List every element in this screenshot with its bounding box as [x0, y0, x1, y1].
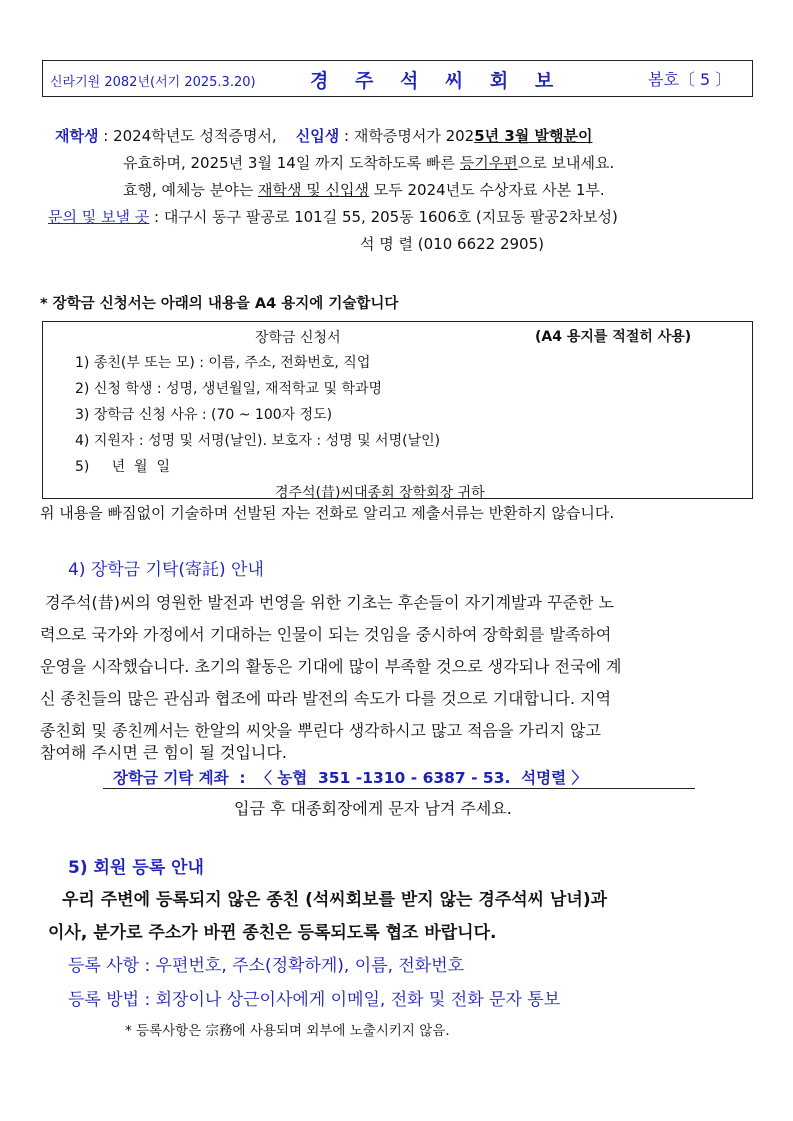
registration-footnote: * 등록사항은 宗務에 사용되며 외부에 노출시키지 않음.: [125, 1023, 450, 1039]
notice-line-3a: 효행, 예체능 분야는: [123, 181, 258, 199]
section4-line: 참여해 주시면 큰 힘이 될 것입니다.: [40, 743, 287, 762]
form-item: 1) 종친(부 또는 모) : 이름, 주소, 전화번호, 직업: [75, 355, 371, 371]
section4-line: 경주석(昔)씨의 영원한 발전과 번영을 위한 기초는 후손들이 자기계발과 꾸준한 노: [40, 593, 614, 612]
registration-method: 등록 방법 : 회장이나 상근이사에게 이메일, 전화 및 전화 문자 통보: [68, 990, 561, 1010]
account-underline: [103, 788, 695, 789]
section4-heading: 4) 장학금 기탁(寄託) 안내: [68, 560, 264, 580]
section4-line: 력으로 국가와 가정에서 기대하는 인물이 되는 것임을 중시하여 장학회를 발족하여: [40, 625, 612, 644]
issue-date: 신라기원 2082년(서기 2025.3.20): [50, 75, 256, 90]
contact-name: 석 명 렬 (010 6622 2905): [360, 235, 544, 253]
issue-number: 봄호〔 5 〕: [648, 70, 732, 89]
section4-line: 신 종친들의 많은 관심과 협조에 따라 발전의 속도가 다를 것으로 기대합니다. 지역: [40, 689, 612, 708]
form-item: 2) 신청 학생 : 성명, 생년월일, 재적학교 및 학과명: [75, 381, 383, 397]
form-title: 장학금 신청서: [255, 330, 341, 346]
freshman-bold: 5년 3월 발행분이: [474, 127, 593, 145]
deposit-note: 입금 후 대종회장에게 문자 남겨 주세요.: [234, 799, 512, 818]
form-item: 3) 장학금 신청 사유 : (70 ~ 100자 정도): [75, 407, 333, 423]
freshman-text: : 재학증명서가 202: [339, 127, 475, 145]
contact-address: : 대구시 동구 팔공로 101길 55, 205동 1606호 (지묘동 팔공2차보성): [149, 208, 618, 226]
form-after-note: 위 내용을 빠짐없이 기술하며 선발된 자는 전화로 알리고 제출서류는 반환하지 않습니다.: [40, 504, 615, 522]
section4-line: 종친회 및 종친께서는 한알의 씨앗을 뿌린다 생각하시고 많고 적음을 가리지 않고: [40, 721, 601, 740]
notice-line-1: [55, 125, 592, 146]
section5-line1: 우리 주변에 등록되지 않은 종친 (석씨회보를 받지 않는 경주석씨 남녀)과: [62, 890, 608, 910]
account-info: 장학금 기탁 계좌 : 〈 농협 351 -1310 - 6387 - 53. 석명렬 〉: [113, 769, 588, 787]
contact-label: 문의 및 보낼 곳: [48, 208, 150, 226]
freshman-label: 신입생: [295, 127, 340, 145]
notice-line-3u: 재학생 및 신입생: [258, 181, 369, 199]
enrolled-label: 재학생: [55, 127, 99, 145]
contact-line: [48, 206, 618, 227]
form-footer: 경주석(昔)씨대종회 장학회장 귀하: [275, 485, 485, 501]
notice-line-3b: 모두 2024년도 수상자료 사본 1부.: [368, 181, 605, 199]
notice-line-2a: 유효하며, 2025년 3월 14일 까지 도착하도록 빠른: [123, 154, 460, 172]
notice-line-2: [123, 152, 614, 173]
form-item: 4) 지원자 : 성명 및 서명(날인). 보호자 : 성명 및 서명(날인): [75, 433, 441, 449]
section5-line2: 이사, 분가로 주소가 바뀐 종친은 등록되도록 협조 바랍니다.: [48, 923, 497, 943]
enrolled-text: : 2024학년도 성적증명서,: [98, 127, 277, 145]
section5-heading: 5) 회원 등록 안내: [68, 858, 204, 878]
section4-line: 운영을 시작했습니다. 초기의 활동은 기대에 많이 부족할 것으로 생각되나 전국에 계: [40, 657, 622, 676]
notice-line-3: [123, 179, 605, 200]
registered-mail: 등기우편: [459, 154, 518, 172]
notice-line-2b: 으로 보내세요.: [517, 154, 615, 172]
form-intro: * 장학금 신청서는 아래의 내용을 A4 용지에 기술합니다: [40, 296, 399, 312]
newsletter-title: 경 주 석 씨 회 보: [310, 70, 564, 92]
form-item: 5) 년 월 일: [75, 459, 170, 475]
form-note: (A4 용지를 적절히 사용): [535, 329, 692, 345]
registration-items: 등록 사항 : 우편번호, 주소(정확하게), 이름, 전화번호: [68, 956, 465, 976]
